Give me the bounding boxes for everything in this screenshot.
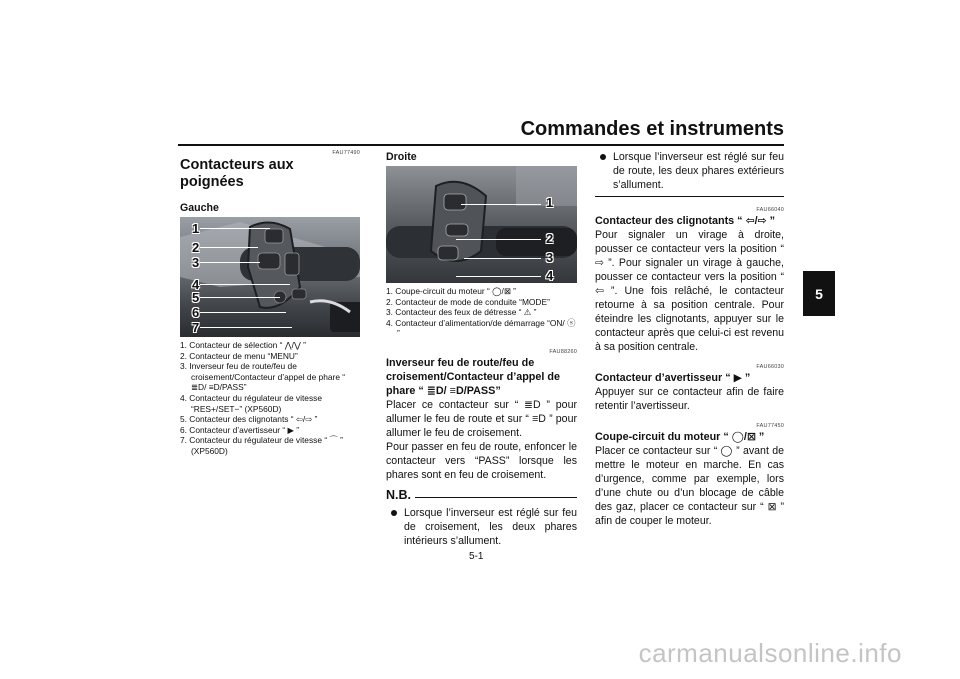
reference-code: FAU77490 xyxy=(332,150,360,156)
turn-signal-heading: Contacteur des clignotants “ ⇦/⇨ ” xyxy=(595,215,776,227)
body-paragraph: Appuyer sur ce contacteur afin de faire retentir l’avertisseur. xyxy=(595,386,784,412)
nb-label: N.B. xyxy=(386,487,411,502)
body-paragraph: Pour signaler un virage à droite, pousser ce contacteur vers la position “ ⇨ ”. Pour signaler un virage à gauche, pousser ce contacteur vers la position “ ⇦ ”. Une fois relâché, le contacteur retourne à sa position centrale. Pour éteindre les clignotants, appuyer sur le contacteur après que celui-ci est revenu à sa position centrale. xyxy=(595,229,784,353)
right-captions xyxy=(386,286,577,339)
caption-item: 1. Coupe-circuit du moteur “ ◯/⊠ ” xyxy=(386,286,516,296)
header-rule xyxy=(178,144,784,146)
dimmer-switch-heading: Inverseur feu de route/feu de croisement/Contacteur d’appel de phare “ ≣D/ ≡D/PASS” xyxy=(386,356,560,397)
body-paragraph: Placer ce contacteur sur “ ◯ ” avant de mettre le moteur en marche. En cas d’urgence, comme par exemple, lors d’une chute ou d’un blocage de câble des gaz, placer ce contacteur sur “ ⊠ ” afin de couper le moteur. xyxy=(595,445,784,527)
left-switch-illustration xyxy=(180,217,360,337)
leader-line xyxy=(200,284,290,285)
body-paragraph: Pour passer en feu de route, enfoncer le contacteur vers “PASS” lorsque les phares sont en feu de croisement. xyxy=(386,440,577,481)
nb-list-continued xyxy=(595,150,784,192)
callout-number: 4 xyxy=(546,268,554,283)
callout-number: 2 xyxy=(192,240,200,255)
leader-line xyxy=(200,247,258,248)
caption-item: 5. Contacteur des clignotants “ ⇦/⇨ ” xyxy=(180,414,318,425)
callout-number: 6 xyxy=(192,305,200,320)
callout-number: 1 xyxy=(546,195,554,210)
callout-number: 3 xyxy=(192,255,200,270)
leader-line xyxy=(456,239,541,240)
caption-item: 7. Contacteur du régulateur de vitesse “ ⌒ ” (XP560D) xyxy=(180,435,343,456)
subheading-left: Gauche xyxy=(180,202,219,214)
reference-code: FAU66030 xyxy=(756,364,784,370)
leader-line xyxy=(200,297,280,298)
leader-line xyxy=(200,312,286,313)
engine-stop-heading: Coupe-circuit du moteur “ ◯/⊠ ” xyxy=(595,431,765,443)
right-handlebar-photo xyxy=(386,166,577,283)
section-title: Contacteurs aux poignées xyxy=(180,157,294,190)
reference-code: FAU66040 xyxy=(756,207,784,213)
column-left xyxy=(180,150,360,457)
nb-list xyxy=(386,506,577,548)
nb-item: Lorsque l’inverseur est réglé sur feu de route, les deux phares extérieurs s’allument. xyxy=(595,150,784,192)
caption-item: 3. Contacteur des feux de détresse “ ⚠ ” xyxy=(386,307,537,318)
nb-header xyxy=(386,488,577,502)
reference-code: FAU88260 xyxy=(549,348,577,355)
leader-line xyxy=(464,258,541,259)
caption-item: 2. Contacteur de mode de conduite “MODE” xyxy=(386,296,550,307)
callout-number: 4 xyxy=(192,277,200,292)
leader-line xyxy=(200,262,260,263)
column-right xyxy=(595,150,784,528)
caption-item: 2. Contacteur de menu “MENU” xyxy=(180,350,298,361)
callout-number: 5 xyxy=(192,290,200,305)
left-handlebar-photo xyxy=(180,217,360,337)
caption-item: 4. Contacteur d’alimentation/de démarrage “ON/ ⓢ ” xyxy=(386,317,576,339)
caption-item: 6. Contacteur d’avertisseur “ ▶ ” xyxy=(180,424,300,435)
subheading-right: Droite xyxy=(386,151,417,163)
caption-item: 3. Inverseur feu de route/feu de croisement/Contacteur d’appel de phare “ ≣D/ ≡D/PASS” xyxy=(180,361,346,393)
column-middle xyxy=(386,150,577,548)
left-captions xyxy=(180,340,360,457)
nb-item: Lorsque l’inverseur est réglé sur feu de croisement, les deux phares intérieurs s’allument. xyxy=(386,506,577,548)
callout-number: 2 xyxy=(546,231,554,246)
body-paragraph: Placer ce contacteur sur “ ≣D ” pour allumer le feu de route et sur “ ≡D ” pour allumer le feu de croisement. xyxy=(386,398,577,439)
watermark: carmanualsonline.info xyxy=(638,638,902,668)
reference-code: FAU77450 xyxy=(756,423,784,429)
leader-line xyxy=(200,228,270,229)
callout-number: 3 xyxy=(546,250,554,265)
chapter-tab: 5 xyxy=(803,271,835,316)
horn-heading: Contacteur d’avertisseur “ ▶ ” xyxy=(595,372,751,384)
leader-line xyxy=(461,204,541,205)
page-header-title: Commandes et instruments xyxy=(520,118,784,140)
right-switch-illustration xyxy=(386,166,577,283)
caption-item: 1. Contacteur de sélection “ ⋀/⋁ ” xyxy=(180,340,306,350)
leader-line xyxy=(200,327,292,328)
page-number: 5-1 xyxy=(469,551,484,562)
leader-line xyxy=(456,276,541,277)
caption-item: 4. Contacteur du régulateur de vitesse “RES+/SET−” (XP560D) xyxy=(180,392,322,414)
nb-rule xyxy=(415,497,577,498)
callout-number: 1 xyxy=(192,221,200,236)
callout-number: 7 xyxy=(192,320,200,335)
